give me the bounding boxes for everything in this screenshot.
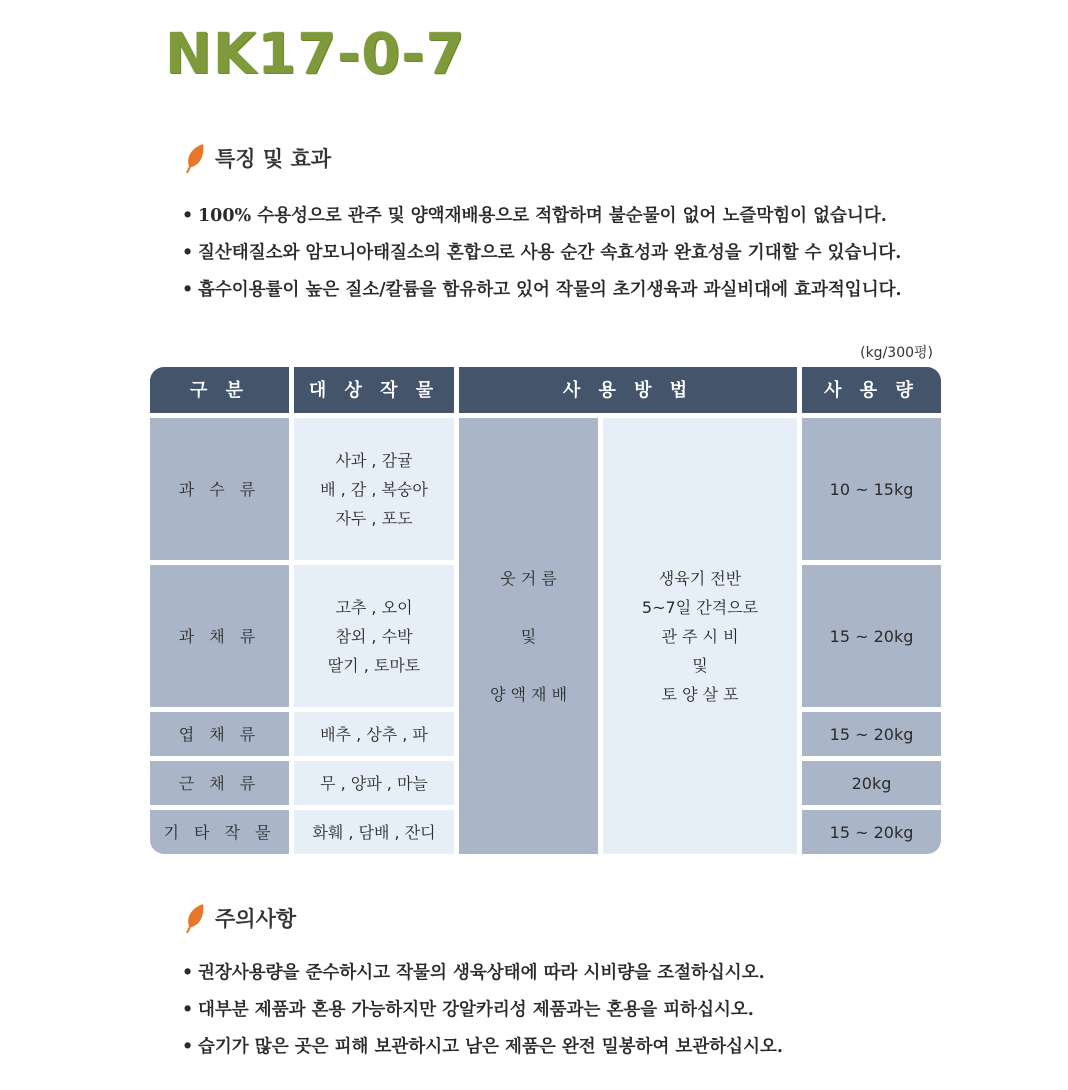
leaf-icon (183, 902, 207, 934)
features-list (182, 198, 902, 309)
header-amount: 사 용 량 (802, 367, 941, 413)
header-crops: 대 상 작 물 (294, 367, 454, 413)
list-item: • 대부분 제품과 혼용 가능하지만 강알카리성 제품과는 혼용을 피하십시오. (182, 1000, 754, 1020)
category-cell: 근 채 류 (150, 761, 289, 805)
amount-cell: 15 ~ 20kg (802, 712, 941, 756)
unit-note: (kg/300평) (860, 345, 933, 361)
category-cell: 과 채 류 (150, 565, 289, 707)
crops-cell: 무 , 양파 , 마늘 (294, 761, 454, 805)
amount-cell: 20kg (802, 761, 941, 805)
crops-cell: 고추 , 오이 참외 , 수박 딸기 , 토마토 (294, 565, 454, 707)
list-item: • 질산태질소와 암모니아태질소의 혼합으로 사용 순간 속효성과 완효성을 기대할 수 있습니다. (182, 243, 902, 263)
amount-cell: 10 ~ 15kg (802, 418, 941, 560)
list-item: • 흡수이용률이 높은 질소/칼륨을 함유하고 있어 작물의 초기생육과 과실비대에 효과적입니다. (182, 280, 902, 300)
method-type-cell: 웃 거 름 및 양 액 재 배 (459, 418, 598, 854)
category-cell: 기 타 작 물 (150, 810, 289, 854)
list-item: • 100% 수용성으로 관주 및 양액재배용으로 적합하며 불순물이 없어 노즐막힘이 없습니다. (182, 206, 887, 226)
list-item: • 권장사용량을 준수하시고 작물의 생육상태에 따라 시비량을 조절하십시오. (182, 963, 765, 983)
header-method: 사 용 방 법 (459, 367, 797, 413)
crops-cell: 사과 , 감귤 배 , 감 , 복숭아 자두 , 포도 (294, 418, 454, 560)
cautions-heading (183, 902, 296, 934)
leaf-icon (183, 142, 207, 174)
crops-cell: 화훼 , 담배 , 잔디 (294, 810, 454, 854)
features-heading-text: 특징 및 효과 (215, 147, 332, 171)
amount-cell: 15 ~ 20kg (802, 565, 941, 707)
features-heading (183, 142, 331, 174)
crops-cell: 배추 , 상추 , 파 (294, 712, 454, 756)
cautions-heading-text: 주의사항 (215, 907, 297, 931)
amount-cell: 15 ~ 20kg (802, 810, 941, 854)
product-title: NK17-0-7 (165, 22, 466, 87)
method-detail-cell: 생육기 전반 5~7일 간격으로 관 주 시 비 및 토 양 살 포 (603, 418, 797, 854)
header-category: 구 분 (150, 367, 289, 413)
category-cell: 엽 채 류 (150, 712, 289, 756)
cautions-list (182, 955, 783, 1066)
category-cell: 과 수 류 (150, 418, 289, 560)
list-item: • 습기가 많은 곳은 피해 보관하시고 남은 제품은 완전 밀봉하여 보관하십시오. (182, 1037, 783, 1057)
